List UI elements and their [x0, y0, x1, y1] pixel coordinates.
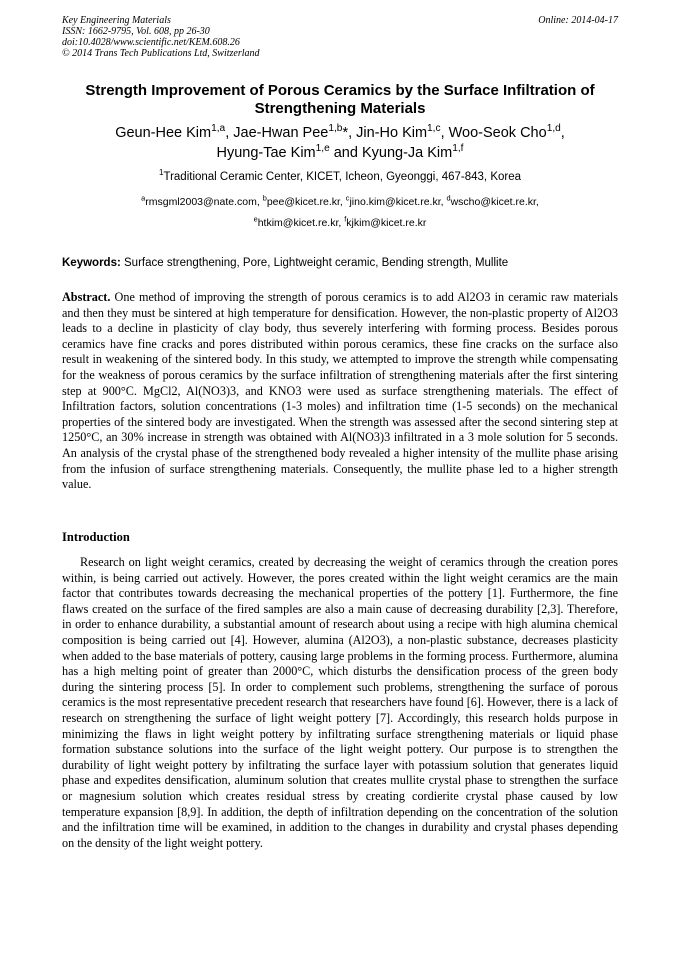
email-mark: d: [446, 193, 451, 203]
email-mark: b: [262, 193, 267, 203]
author-name: Jin-Ho Kim: [356, 125, 428, 141]
email-mark: a: [141, 193, 146, 203]
affiliation-text: Traditional Ceramic Center, KICET, Icheon, Gyeonggi, 467-843, Korea: [163, 171, 522, 183]
email-mark: c: [345, 193, 350, 203]
email-mark: f: [344, 214, 347, 224]
author-separator: *,: [342, 125, 357, 141]
email-address[interactable]: wscho@kicet.re.kr: [450, 196, 536, 208]
author-name: Woo-Seok Cho: [448, 125, 547, 141]
author-separator: ,: [440, 125, 449, 141]
abstract-label: Abstract.: [62, 290, 111, 304]
page-header: [62, 15, 618, 59]
abstract-section: [62, 290, 618, 493]
copyright-line: © 2014 Trans Tech Publications Ltd, Switzerland: [62, 48, 260, 59]
author-affil-mark: 1,a: [211, 123, 226, 135]
email-address[interactable]: rmsgml2003@nate.com: [145, 196, 257, 208]
author-name: Hyung-Tae Kim: [216, 145, 316, 161]
affiliation-mark: 1: [158, 168, 164, 178]
author-name: Kyung-Ja Kim: [361, 145, 453, 161]
email-address[interactable]: kjkim@kicet.re.kr: [346, 217, 427, 229]
author-affil-mark: 1,f: [452, 143, 464, 155]
author-affil-mark: 1,d: [546, 123, 561, 135]
keywords-label: Keywords:: [62, 257, 121, 269]
author-affil-mark: 1,e: [315, 143, 330, 155]
email-address[interactable]: pee@kicet.re.kr: [266, 196, 340, 208]
introduction-heading: Introduction: [62, 530, 130, 544]
email-address[interactable]: jino.kim@kicet.re.kr: [349, 196, 441, 208]
journal-name: Key Engineering Materials: [62, 15, 171, 26]
email-address[interactable]: htkim@kicet.re.kr: [257, 217, 339, 229]
author-separator: and: [329, 145, 362, 161]
abstract-text: One method of improving the strength of porous ceramics is to add Al2O3 in ceramic raw materials and then they must be sintered at high temperature for densification. However, the non-plastic property of Al2O3 leads to a decline in plasticity of clay body, thus severely interfering with forming process. Besides porous ceramics have fine cracks and pores distributed within porous ceramics, these fine cracks on the surface also result in weakening of the sintered body. In this study, we attempted to improve the strength while compensating for the weakness of porous ceramics by the surface infiltration of strengthening materials after the first sintering step at 900°C. MgCl2, Al(NO3)3, and KNO3 were used as surface strengthening materials. The effect of Infiltration factors, solution concentrations (1-3 moles) and infiltration time (1-5 seconds) on the mechanical properties of the sintered body are investigated. When the strength was assessed after the second sintering step at 1250°C, an 30% increase in strength was obtained with Al(NO3)3 infiltrated in a 3 mole solution for 5 seconds. An analysis of the crystal phase of the strengthened body revealed a higher intensity of the mullite phase arising from the infusion of surface strengthening materials. Consequently, the mullite phase led to a higher strength value.: [62, 290, 618, 492]
affiliation: [52, 170, 628, 184]
author-name: Geun-Hee Kim: [115, 125, 212, 141]
author-separator: ,: [225, 125, 234, 141]
doi-line: doi:10.4028/www.scientific.net/KEM.608.26: [62, 37, 240, 48]
keywords-section: [62, 256, 618, 270]
author-affil-mark: 1,c: [427, 123, 441, 135]
online-date: Online: 2014-04-17: [538, 15, 618, 26]
email-mark: e: [253, 214, 258, 224]
introduction-text: Research on light weight ceramics, created by decreasing the weight of ceramics through the creation pores within, is being carried out actively. However, the pores created within the light weight ceramics are the main factor that contributes towards decreasing the mechanical properties of the pottery [1]. Furthermore, the fine flaws created on the surface of the fired samples are also a main cause of decreasing durability [2,3]. Therefore, in order to enhance durability, a substantial amount of research about using a recipe with high alumina chemical composition is being carried out [4]. However, alumina (Al2O3), a non-plastic substance, decreases plasticity when added to the base materials of pottery, causing large problems in the forming process. Furthermore, alumina has a high melting point of greater than 2000°C, which disturbs the densification process of the green body during the sintering process [5]. In order to complement such problems, strengthening the surface of porous ceramics is the most representative precedent research that researchers have found [6]. However, there is a lack of research on strengthening the surface of light weight pottery [7]. Accordingly, this research holds purpose in minimizing the flaws in light weight pottery by infiltrating surface strengthening materials or liquid phase formation substance solutions into the surface of the light weight pottery. Our purpose is to strengthen the durability of light weight pottery by infiltrating the surface layer with potassium solution that generates liquid phase and expedites densification, aluminum solution that creates mullite crystal phase to strengthen the surface or magnesium solution which creates residual stress by creating cordierite crystal phase caused by low temperature expansion [8,9]. In addition, the depth of infiltration depending on the concentration of the solution and the infiltration time will be examined, in addition to the changes in durability and crystal phases depending on the density of the light weight pottery.: [62, 555, 618, 850]
keywords-text: Surface strengthening, Pore, Lightweight ceramic, Bending strength, Mullite: [124, 257, 509, 269]
paper-title: Strength Improvement of Porous Ceramics by the Surface Infiltration of Strengthening Materials: [85, 82, 595, 117]
author-name: Jae-Hwan Pee: [233, 125, 329, 141]
author-affil-mark: 1,b: [328, 123, 343, 135]
issn-line: ISSN: 1662-9795, Vol. 608, pp 26-30: [62, 26, 210, 37]
author-separator: ,: [560, 125, 565, 141]
author-list: [52, 123, 628, 163]
email-list: $^a$rmsgml2003@nate.com, $^b$pee@kicet.re.kr, $^c$jino.kim@kicet.re.kr, $^d$wscho@kicet.re.kr, $^e$htkim@kicet.re.kr, $^f$kjkim@kicet.re.kr: [141, 193, 539, 229]
